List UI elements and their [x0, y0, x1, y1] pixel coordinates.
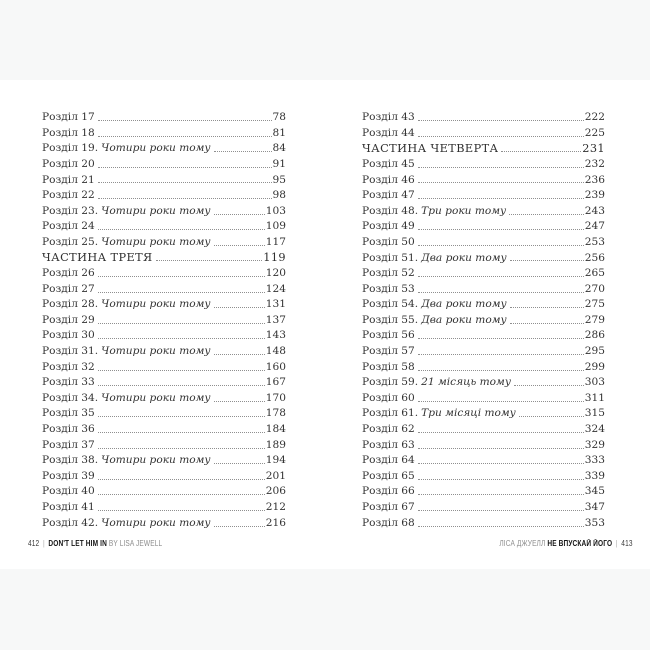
- toc-entry-page: 178: [265, 407, 286, 420]
- footer-left: [28, 539, 162, 550]
- toc-entry-label: Розділ 64: [362, 454, 415, 467]
- dot-leader: [418, 432, 584, 433]
- toc-entry-label: Розділ 61.: [362, 407, 419, 420]
- toc-entry: [42, 342, 286, 358]
- dot-leader: [514, 385, 584, 386]
- toc-entry: [42, 435, 286, 451]
- toc-entry-page: 353: [584, 516, 605, 529]
- footer-book-title-uk: НЕ ВПУСКАЙ ЙОГО: [547, 539, 613, 548]
- toc-entry-label: Розділ 34.: [42, 391, 99, 404]
- toc-entry: [362, 420, 605, 436]
- toc-entry-label: Розділ 31.: [42, 345, 99, 358]
- toc-entry-label: Розділ 63: [362, 438, 415, 451]
- dot-leader: [418, 167, 584, 168]
- toc-entry: [362, 358, 605, 374]
- toc-entry-label: Розділ 54.: [362, 298, 419, 311]
- toc-entry-note: Чотири роки тому: [101, 345, 211, 358]
- dot-leader: [98, 292, 265, 293]
- toc-entry: [42, 373, 286, 389]
- toc-entry-page: 212: [265, 501, 286, 513]
- toc-entry-page: 256: [584, 251, 605, 264]
- dot-leader: [98, 510, 265, 511]
- toc-entry-label: Розділ 55.: [362, 313, 419, 326]
- toc-entry-label: Розділ 42.: [42, 516, 99, 529]
- toc-entry: [42, 217, 286, 233]
- toc-entry: [42, 482, 286, 498]
- toc-entry: [42, 155, 286, 171]
- toc-entry-page: 279: [584, 313, 605, 326]
- toc-entry: [42, 311, 286, 327]
- toc-entry-note: Чотири роки тому: [101, 298, 211, 311]
- toc-entry-page: 270: [584, 282, 605, 295]
- toc-entry-label: Розділ 17: [42, 111, 95, 124]
- dot-leader: [418, 401, 584, 402]
- toc-entry-label: Розділ 21: [42, 173, 95, 186]
- toc-entry-label: Розділ 41: [42, 501, 95, 513]
- dot-leader: [510, 307, 584, 308]
- toc-entry-label: Розділ 44: [362, 126, 415, 139]
- dot-leader: [98, 182, 272, 183]
- toc-entry-label: Розділ 53: [362, 282, 415, 295]
- toc-entry-note: Чотири роки тому: [101, 454, 211, 467]
- toc-entry-label: Розділ 30: [42, 329, 95, 342]
- toc-entry-page: 347: [584, 501, 605, 513]
- dot-leader: [214, 151, 272, 152]
- dot-leader: [418, 526, 584, 527]
- toc-entry-page: 98: [272, 189, 286, 202]
- toc-entry: [42, 498, 286, 514]
- toc-entry-page: 95: [272, 173, 286, 186]
- dot-leader: [418, 479, 584, 480]
- toc-entry-label: Розділ 27: [42, 282, 95, 295]
- toc-part-heading: [42, 248, 286, 264]
- folio-right: 413: [621, 539, 633, 548]
- toc-entry-page: 329: [584, 438, 605, 451]
- toc-entry: [362, 389, 605, 405]
- toc-entry: [362, 186, 605, 202]
- dot-leader: [418, 229, 584, 230]
- toc-entry-page: 148: [265, 345, 286, 358]
- toc-entry-note: Три місяці тому: [421, 407, 516, 420]
- toc-entry-note: Два роки тому: [421, 313, 507, 326]
- toc-entry: [42, 186, 286, 202]
- toc-list-right: [362, 108, 605, 529]
- toc-entry: [42, 451, 286, 467]
- toc-entry-label: Розділ 47: [362, 189, 415, 202]
- toc-entry: [42, 139, 286, 155]
- toc-entry-note: Три роки тому: [421, 204, 507, 217]
- toc-entry-note: Чотири роки тому: [101, 204, 211, 217]
- toc-entry-page: 265: [584, 267, 605, 280]
- dot-leader: [214, 354, 265, 355]
- toc-entry-page: 78: [272, 111, 286, 124]
- toc-entry-note: Чотири роки тому: [101, 516, 211, 529]
- toc-entry-page: 119: [263, 250, 286, 264]
- footer-separator: |: [42, 539, 45, 548]
- toc-entry-page: 333: [584, 454, 605, 467]
- dot-leader: [98, 432, 265, 433]
- toc-entry-page: 286: [584, 329, 605, 342]
- toc-entry: [42, 358, 286, 374]
- dot-leader: [98, 167, 272, 168]
- toc-entry-page: 91: [272, 157, 286, 170]
- toc-entry: [42, 467, 286, 483]
- toc-entry: [362, 202, 605, 218]
- toc-entry-label: Розділ 60: [362, 391, 415, 404]
- dot-leader: [214, 401, 265, 402]
- dot-leader: [98, 448, 265, 449]
- toc-entry-label: Розділ 48.: [362, 204, 419, 217]
- toc-entry-label: Розділ 25.: [42, 235, 99, 248]
- toc-entry-label: Розділ 37: [42, 438, 95, 451]
- dot-leader: [98, 323, 265, 324]
- toc-entry-label: ЧАСТИНА ЧЕТВЕРТА: [362, 141, 499, 155]
- toc-entry-label: Розділ 22: [42, 189, 95, 202]
- dot-leader: [519, 416, 584, 417]
- toc-entry-label: Розділ 39: [42, 469, 95, 482]
- toc-entry-page: 201: [265, 469, 286, 482]
- toc-entry-note: Два роки тому: [421, 298, 507, 311]
- toc-entry: [362, 513, 605, 529]
- toc-entry: [42, 202, 286, 218]
- toc-entry-note: Чотири роки тому: [101, 142, 211, 155]
- toc-entry-label: Розділ 57: [362, 345, 415, 358]
- toc-entry-note: Чотири роки тому: [101, 235, 211, 248]
- toc-entry-label: Розділ 56: [362, 329, 415, 342]
- toc-entry-page: 109: [265, 220, 286, 233]
- dot-leader: [418, 198, 584, 199]
- toc-entry-page: 303: [584, 376, 605, 389]
- dot-leader: [98, 338, 265, 339]
- folio-left: 412: [28, 539, 40, 548]
- toc-entry-label: Розділ 66: [362, 485, 415, 498]
- toc-entry-label: Розділ 29: [42, 313, 95, 326]
- toc-entry-page: 311: [584, 391, 605, 404]
- toc-entry: [362, 482, 605, 498]
- dot-leader: [510, 260, 584, 261]
- toc-entry: [362, 264, 605, 280]
- dot-leader: [214, 307, 265, 308]
- book-spread: [0, 80, 650, 569]
- toc-entry-page: 315: [584, 407, 605, 420]
- toc-entry-page: 124: [265, 282, 286, 295]
- dot-leader: [501, 151, 581, 152]
- dot-leader: [214, 463, 265, 464]
- toc-entry-page: 243: [584, 204, 605, 217]
- toc-entry-label: Розділ 51.: [362, 251, 419, 264]
- toc-entry-page: 295: [584, 345, 605, 358]
- toc-entry-label: Розділ 62: [362, 423, 415, 436]
- toc-entry: [42, 280, 286, 296]
- toc-entry: [362, 451, 605, 467]
- toc-left-page: [42, 108, 286, 529]
- toc-entry: [362, 170, 605, 186]
- dot-leader: [418, 370, 584, 371]
- toc-entry-label: Розділ 58: [362, 360, 415, 373]
- toc-entry-label: Розділ 67: [362, 501, 415, 513]
- dot-leader: [418, 510, 584, 511]
- toc-entry-page: 189: [265, 438, 286, 451]
- toc-entry: [42, 124, 286, 140]
- toc-entry: [362, 326, 605, 342]
- toc-entry: [42, 513, 286, 529]
- toc-entry: [362, 233, 605, 249]
- toc-entry-note: 21 місяць тому: [421, 376, 511, 389]
- toc-entry-page: 103: [265, 204, 286, 217]
- dot-leader: [418, 448, 584, 449]
- footer-right: [500, 539, 633, 550]
- dot-leader: [418, 182, 584, 183]
- toc-entry-page: 81: [272, 126, 286, 139]
- toc-entry: [362, 124, 605, 140]
- toc-entry: [362, 373, 605, 389]
- toc-entry-page: 324: [584, 423, 605, 436]
- toc-entry-page: 160: [265, 360, 286, 373]
- toc-entry-page: 143: [265, 329, 286, 342]
- toc-entry: [362, 280, 605, 296]
- toc-entry: [362, 467, 605, 483]
- dot-leader: [98, 370, 265, 371]
- toc-entry-label: Розділ 19.: [42, 142, 99, 155]
- toc-entry-page: 339: [584, 469, 605, 482]
- toc-entry-page: 131: [265, 298, 286, 311]
- toc-entry: [362, 311, 605, 327]
- toc-entry: [42, 108, 286, 124]
- dot-leader: [418, 120, 584, 121]
- toc-entry-label: Розділ 68: [362, 516, 415, 529]
- toc-entry: [42, 264, 286, 280]
- toc-entry-label: Розділ 18: [42, 126, 95, 139]
- toc-entry: [362, 217, 605, 233]
- toc-entry-label: Розділ 50: [362, 235, 415, 248]
- dot-leader: [98, 276, 265, 277]
- toc-entry-page: 236: [584, 173, 605, 186]
- toc-entry: [362, 342, 605, 358]
- dot-leader: [98, 479, 265, 480]
- toc-entry-page: 117: [265, 235, 286, 248]
- toc-entry-label: Розділ 28.: [42, 298, 99, 311]
- toc-entry-label: Розділ 49: [362, 220, 415, 233]
- toc-entry-label: Розділ 43: [362, 111, 415, 124]
- toc-entry-label: Розділ 33: [42, 376, 95, 389]
- toc-entry: [42, 389, 286, 405]
- toc-entry-page: 216: [265, 516, 286, 529]
- dot-leader: [214, 526, 265, 527]
- toc-entry: [362, 498, 605, 514]
- toc-entry-page: 345: [584, 485, 605, 498]
- toc-entry-page: 239: [584, 189, 605, 202]
- dot-leader: [98, 494, 265, 495]
- toc-entry-page: 167: [265, 376, 286, 389]
- dot-leader: [98, 120, 272, 121]
- toc-entry-page: 225: [584, 126, 605, 139]
- toc-entry-label: Розділ 26: [42, 267, 95, 280]
- dot-leader: [98, 229, 265, 230]
- toc-entry-label: Розділ 38.: [42, 454, 99, 467]
- dot-leader: [214, 214, 265, 215]
- dot-leader: [418, 292, 584, 293]
- toc-entry-label: Розділ 59.: [362, 376, 419, 389]
- toc-entry-page: 247: [584, 220, 605, 233]
- footer-author-uk: ЛІСА ДЖУЕЛЛ: [499, 539, 546, 548]
- toc-entry: [42, 295, 286, 311]
- toc-entry: [362, 248, 605, 264]
- dot-leader: [156, 260, 263, 261]
- toc-entry: [42, 170, 286, 186]
- footer-separator: |: [616, 539, 619, 548]
- toc-entry: [362, 108, 605, 124]
- toc-entry-page: 232: [584, 157, 605, 170]
- toc-entry-label: Розділ 20: [42, 157, 95, 170]
- footer-book-title-en: DON'T LET HIM IN: [48, 539, 107, 548]
- toc-entry-page: 194: [265, 454, 286, 467]
- toc-entry: [362, 295, 605, 311]
- toc-entry-page: 222: [584, 111, 605, 124]
- toc-entry-label: Розділ 23.: [42, 204, 99, 217]
- toc-entry-page: 231: [582, 141, 605, 155]
- dot-leader: [98, 385, 265, 386]
- dot-leader: [214, 245, 265, 246]
- dot-leader: [418, 494, 584, 495]
- toc-entry: [362, 435, 605, 451]
- dot-leader: [510, 323, 584, 324]
- toc-entry-label: Розділ 46: [362, 173, 415, 186]
- toc-entry: [42, 326, 286, 342]
- toc-entry-label: ЧАСТИНА ТРЕТЯ: [42, 250, 153, 264]
- dot-leader: [98, 198, 272, 199]
- toc-part-heading: [362, 139, 605, 155]
- toc-entry: [362, 155, 605, 171]
- toc-entry-page: 206: [265, 485, 286, 498]
- dot-leader: [418, 463, 584, 464]
- toc-entry-note: Чотири роки тому: [101, 391, 211, 404]
- toc-entry-label: Розділ 52: [362, 267, 415, 280]
- toc-entry-page: 184: [265, 423, 286, 436]
- toc-entry-label: Розділ 24: [42, 220, 95, 233]
- toc-entry-page: 137: [265, 313, 286, 326]
- dot-leader: [418, 245, 584, 246]
- toc-right-page: [362, 108, 605, 529]
- dot-leader: [98, 136, 272, 137]
- toc-entry-label: Розділ 35: [42, 407, 95, 420]
- toc-entry-page: 84: [272, 142, 286, 155]
- dot-leader: [98, 416, 265, 417]
- toc-list-left: [42, 108, 286, 529]
- toc-entry-page: 120: [265, 267, 286, 280]
- toc-entry-label: Розділ 45: [362, 157, 415, 170]
- toc-entry: [42, 404, 286, 420]
- toc-entry-page: 253: [584, 235, 605, 248]
- footer-byline-en: BY LISA JEWELL: [108, 539, 163, 548]
- toc-entry: [42, 420, 286, 436]
- toc-entry-label: Розділ 32: [42, 360, 95, 373]
- toc-entry: [362, 404, 605, 420]
- dot-leader: [418, 136, 584, 137]
- toc-entry-note: Два роки тому: [421, 251, 507, 264]
- toc-entry-label: Розділ 36: [42, 423, 95, 436]
- dot-leader: [418, 354, 584, 355]
- dot-leader: [418, 276, 584, 277]
- dot-leader: [509, 214, 584, 215]
- toc-entry-page: 170: [265, 391, 286, 404]
- toc-entry-page: 275: [584, 298, 605, 311]
- toc-entry-page: 299: [584, 360, 605, 373]
- dot-leader: [418, 338, 584, 339]
- toc-entry: [42, 233, 286, 249]
- toc-entry-label: Розділ 65: [362, 469, 415, 482]
- toc-entry-label: Розділ 40: [42, 485, 95, 498]
